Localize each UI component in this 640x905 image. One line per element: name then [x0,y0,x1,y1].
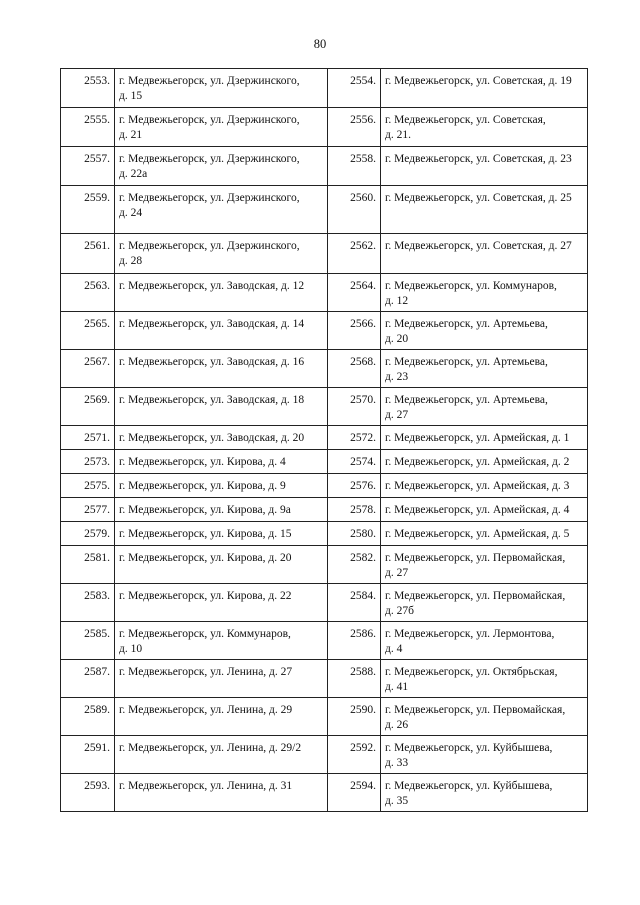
address-line: г. Медвежьегорск, ул. Советская, д. 25 [385,192,572,204]
table-row [61,186,588,234]
address-cell [115,426,328,450]
address-cell [115,108,328,147]
entry-number: 2559. [61,186,115,234]
address-cell [381,108,588,147]
address-cell [115,147,328,186]
address-line: д. 12 [385,295,409,307]
table-row [61,234,588,274]
entry-number: 2594. [328,774,381,812]
table-row [61,736,588,774]
address-line: д. 21 [119,129,143,141]
address-cell [115,622,328,660]
table-row [61,584,588,622]
address-line: г. Медвежьегорск, ул. Кирова, д. 20 [119,552,292,564]
entry-number: 2588. [328,660,381,698]
address-line: д. 33 [385,757,409,769]
entry-number: 2591. [61,736,115,774]
address-line: д. 28 [119,255,143,267]
address-line: г. Медвежьегорск, ул. Армейская, д. 2 [385,456,570,468]
address-line: д. 20 [385,333,409,345]
entry-number: 2558. [328,147,381,186]
address-line: д. 24 [119,207,143,219]
address-cell [115,350,328,388]
entry-number: 2553. [61,69,115,108]
table-row [61,350,588,388]
address-cell [115,660,328,698]
address-line: г. Медвежьегорск, ул. Артемьева, [385,356,548,368]
table-row [61,698,588,736]
address-line: г. Медвежьегорск, ул. Советская, д. 27 [385,240,572,252]
address-line: г. Медвежьегорск, ул. Первомайская, [385,704,566,716]
address-table-body [61,69,588,812]
entry-number: 2574. [328,450,381,474]
address-cell [381,350,588,388]
address-cell [115,522,328,546]
address-line: д. 27б [385,605,414,617]
address-cell [381,69,588,108]
address-line: г. Медвежьегорск, ул. Советская, д. 23 [385,153,572,165]
address-cell [381,312,588,350]
address-cell [115,274,328,312]
entry-number: 2560. [328,186,381,234]
address-line: г. Медвежьегорск, ул. Заводская, д. 14 [119,318,305,330]
address-cell [115,546,328,584]
table-row [61,312,588,350]
entry-number: 2567. [61,350,115,388]
table-row [61,498,588,522]
address-line: г. Медвежьегорск, ул. Октябрьская, [385,666,558,678]
entry-number: 2589. [61,698,115,736]
entry-number: 2562. [328,234,381,274]
table-row [61,274,588,312]
address-line: д. 22а [119,168,148,180]
table-row [61,474,588,498]
address-line: г. Медвежьегорск, ул. Армейская, д. 5 [385,528,570,540]
address-cell [381,584,588,622]
table-row [61,426,588,450]
entry-number: 2585. [61,622,115,660]
address-cell [381,147,588,186]
entry-number: 2575. [61,474,115,498]
entry-number: 2573. [61,450,115,474]
table-row [61,147,588,186]
address-line: г. Медвежьегорск, ул. Ленина, д. 27 [119,666,293,678]
address-line: г. Медвежьегорск, ул. Дзержинского, [119,114,300,126]
address-cell [381,698,588,736]
entry-number: 2578. [328,498,381,522]
address-cell [115,698,328,736]
entry-number: 2579. [61,522,115,546]
address-cell [115,774,328,812]
address-line: г. Медвежьегорск, ул. Ленина, д. 31 [119,780,293,792]
entry-number: 2572. [328,426,381,450]
entry-number: 2590. [328,698,381,736]
address-cell [115,584,328,622]
entry-number: 2581. [61,546,115,584]
page-number: 80 [313,37,327,51]
address-line: г. Медвежьегорск, ул. Кирова, д. 15 [119,528,292,540]
address-line: д. 27 [385,567,409,579]
address-line: д. 15 [119,90,143,102]
table-row [61,522,588,546]
address-cell [381,660,588,698]
address-line: г. Медвежьегорск, ул. Дзержинского, [119,75,300,87]
address-cell [381,186,588,234]
address-line: д. 26 [385,719,409,731]
entry-number: 2577. [61,498,115,522]
address-cell [115,234,328,274]
address-line: г. Медвежьегорск, ул. Дзержинского, [119,240,300,252]
address-cell [115,388,328,426]
entry-number: 2565. [61,312,115,350]
entry-number: 2557. [61,147,115,186]
address-line: г. Медвежьегорск, ул. Артемьева, [385,318,548,330]
address-line: г. Медвежьегорск, ул. Первомайская, [385,590,566,602]
entry-number: 2554. [328,69,381,108]
address-line: д. 23 [385,371,409,383]
entry-number: 2582. [328,546,381,584]
address-line: г. Медвежьегорск, ул. Армейская, д. 1 [385,432,570,444]
address-cell [381,774,588,812]
address-table [60,68,588,812]
table-row [61,546,588,584]
table-row [61,622,588,660]
entry-number: 2569. [61,388,115,426]
address-line: г. Медвежьегорск, ул. Заводская, д. 12 [119,280,305,292]
address-cell [381,522,588,546]
entry-number: 2570. [328,388,381,426]
address-cell [381,426,588,450]
address-line: г. Медвежьегорск, ул. Кирова, д. 22 [119,590,292,602]
address-cell [115,312,328,350]
address-cell [381,498,588,522]
entry-number: 2563. [61,274,115,312]
address-cell [115,186,328,234]
entry-number: 2555. [61,108,115,147]
address-cell [381,274,588,312]
address-line: г. Медвежьегорск, ул. Армейская, д. 4 [385,504,570,516]
address-line: г. Медвежьегорск, ул. Артемьева, [385,394,548,406]
entry-number: 2593. [61,774,115,812]
entry-number: 2561. [61,234,115,274]
entry-number: 2584. [328,584,381,622]
address-cell [115,69,328,108]
address-line: д. 4 [385,643,403,655]
address-line: г. Медвежьегорск, ул. Первомайская, [385,552,566,564]
entry-number: 2580. [328,522,381,546]
table-row [61,69,588,108]
address-line: г. Медвежьегорск, ул. Ленина, д. 29 [119,704,293,716]
address-line: г. Медвежьегорск, ул. Советская, д. 19 [385,75,572,87]
address-line: г. Медвежьегорск, ул. Заводская, д. 18 [119,394,305,406]
address-cell [381,388,588,426]
entry-number: 2576. [328,474,381,498]
table-row [61,388,588,426]
address-cell [115,474,328,498]
address-line: г. Медвежьегорск, ул. Советская, [385,114,546,126]
address-line: д. 10 [119,643,143,655]
address-line: г. Медвежьегорск, ул. Кирова, д. 9 [119,480,286,492]
entry-number: 2587. [61,660,115,698]
entry-number: 2566. [328,312,381,350]
address-line: г. Медвежьегорск, ул. Куйбышева, [385,780,553,792]
address-cell [115,498,328,522]
address-line: г. Медвежьегорск, ул. Коммунаров, [119,628,291,640]
address-line: г. Медвежьегорск, ул. Заводская, д. 16 [119,356,305,368]
entry-number: 2564. [328,274,381,312]
address-cell [115,450,328,474]
address-line: д. 27 [385,409,409,421]
address-cell [381,450,588,474]
address-line: г. Медвежьегорск, ул. Лермонтова, [385,628,555,640]
address-cell [115,736,328,774]
address-line: г. Медвежьегорск, ул. Дзержинского, [119,192,300,204]
entry-number: 2583. [61,584,115,622]
address-line: г. Медвежьегорск, ул. Дзержинского, [119,153,300,165]
table-row [61,774,588,812]
address-cell [381,622,588,660]
address-line: д. 21. [385,129,411,141]
table-row [61,108,588,147]
entry-number: 2568. [328,350,381,388]
table-row [61,660,588,698]
address-line: г. Медвежьегорск, ул. Кирова, д. 9а [119,504,291,516]
address-cell [381,474,588,498]
address-line: г. Медвежьегорск, ул. Коммунаров, [385,280,557,292]
entry-number: 2586. [328,622,381,660]
address-line: г. Медвежьегорск, ул. Куйбышева, [385,742,553,754]
address-line: г. Медвежьегорск, ул. Кирова, д. 4 [119,456,286,468]
address-cell [381,234,588,274]
entry-number: 2571. [61,426,115,450]
address-line: г. Медвежьегорск, ул. Армейская, д. 3 [385,480,570,492]
address-line: д. 35 [385,795,409,807]
entry-number: 2592. [328,736,381,774]
address-line: д. 41 [385,681,409,693]
table-row [61,450,588,474]
address-line: г. Медвежьегорск, ул. Ленина, д. 29/2 [119,742,302,754]
address-cell [381,546,588,584]
address-line: г. Медвежьегорск, ул. Заводская, д. 20 [119,432,305,444]
address-cell [381,736,588,774]
entry-number: 2556. [328,108,381,147]
